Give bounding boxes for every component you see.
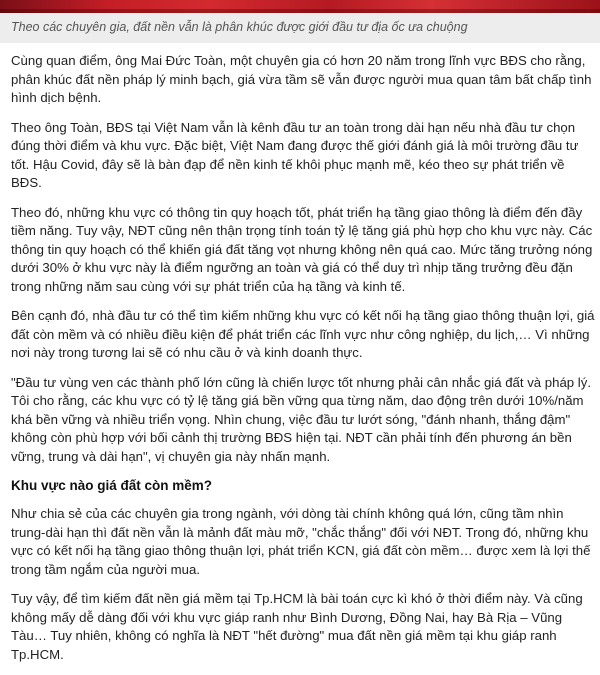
article-body [11, 52, 595, 675]
paragraph: Như chia sẻ của các chuyên gia trong ngành, với dòng tài chính không quá lớn, cũng tầm nhìn trung-dài hạn thì đất nền vẫn là mảnh đất màu mỡ, "chắc thắng" đối với NĐT. Trong đó, những khu vực có kết nối hạ tầng giao thông thuận lợi, phát triển KCN, giá đất còn mềm… được xem là lợi thế trong tầm ngắm của người mua. [11, 506, 591, 577]
paragraph: Theo ông Toàn, BĐS tại Việt Nam vẫn là kênh đầu tư an toàn trong dài hạn nếu nhà đầu tư chọn đúng thời điểm và khu vực. Đặc biệt, Việt Nam đang được thế giới đánh giá là môi trường đầu tư tốt. Hậu Covid, đây sẽ là bàn đạp để nền kinh tế khôi phục mạnh mẽ, kéo theo sự phát triển về BĐS. [11, 119, 579, 190]
photo-caption: Theo các chuyên gia, đất nền vẫn là phân khúc được giới đầu tư địa ốc ưa chuộng [0, 13, 600, 43]
section-heading: Khu vực nào giá đất còn mềm? [11, 478, 213, 493]
article-photo [0, 0, 600, 13]
paragraph: Tuy vậy, để tìm kiếm đất nền giá mềm tại Tp.HCM là bài toán cực kì khó ở thời điểm này. Và cũng không mấy dễ dàng đối với khu vực giáp ranh như Bình Dương, Đồng Nai, hay Bà Rịa – Vũng Tàu… Tuy nhiên, không có nghĩa là NĐT "hết đường" mua đất nền giá mềm tại khu giáp ranh Tp.HCM. [11, 591, 583, 662]
paragraph: "Đầu tư vùng ven các thành phố lớn cũng là chiến lược tốt nhưng phải cân nhắc giá đất và pháp lý. Tôi cho rằng, các khu vực có tỷ lệ tăng giá bền vững qua từng năm, dao động trên dưới 10%/năm khá bền vững và nhiều triển vọng. Nhìn chung, việc đầu tư lướt sóng, "đánh nhanh, thắng đậm" không còn phù hợp với bối cảnh thị trường BĐS hiện tại. NĐT cần phải tính đến phương án bền vững, trung và dài hạn", vị chuyên gia này nhấn mạnh. [11, 374, 591, 464]
paragraph: Bên cạnh đó, nhà đầu tư có thể tìm kiếm những khu vực có kết nối hạ tầng giao thông thuận lợi, giá đất còn mềm và có nhiều điều kiện để phát triển các lĩnh vực như công nghiệp, du lịch,… Vì những nơi này trong tương lai sẽ có nhu cầu ở và kinh doanh thực. [11, 308, 595, 360]
paragraph: Theo đó, những khu vực có thông tin quy hoạch tốt, phát triển hạ tầng giao thông là điểm đến đầy tiềm năng. Tuy vậy, NĐT cũng nên thận trọng tính toán tỷ lệ tăng giá phù hợp cho khu vực này. Các thông tin quy hoạch có thể khiến giá đất tăng vọt nhưng không nên quá cao. Mức tăng trưởng nóng dưới 30% ở khu vực này là điểm ngưỡng an toàn và giá có thể duy trì nhịp tăng trưởng đều đặn trong những năm sau cùng với sự phát triển của hạ tầng và kinh tế. [11, 204, 593, 294]
paragraph: Cùng quan điểm, ông Mai Đức Toàn, một chuyên gia có hơn 20 năm trong lĩnh vực BĐS cho rằng, phân khúc đất nền pháp lý minh bạch, giá vừa tầm sẽ vẫn được người mua quan tâm bất chấp tình hình dịch bệnh. [11, 53, 592, 105]
